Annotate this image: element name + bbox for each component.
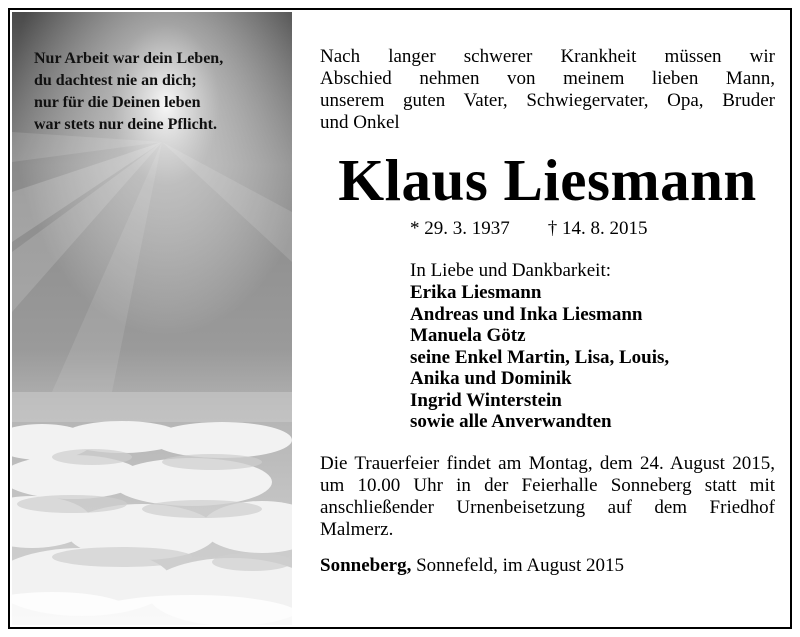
mourner: sowie alle Anverwandten xyxy=(410,411,612,432)
intro-line: Nach langer schwerer Krankheit müssen wir xyxy=(320,46,775,67)
obituary-frame xyxy=(8,8,792,629)
poem-line: Nur Arbeit war dein Leben, xyxy=(34,50,224,67)
notice-text xyxy=(320,46,775,577)
sky-clouds-image xyxy=(12,12,292,625)
funeral-service-text: Die Trauerfeier findet am Montag, dem 24. August 2015, um 10.00 Uhr in der Feierhalle Sonneberg statt mit anschließender Urnenbeisetzung auf dem Friedhof Malmerz. xyxy=(320,452,775,540)
poem-line: nur für die Deinen leben xyxy=(34,94,201,111)
death-date: † 14. 8. 2015 xyxy=(547,218,648,239)
mourner: Manuela Götz xyxy=(410,325,526,346)
mourner: Ingrid Winterstein xyxy=(410,389,562,411)
place-rest: Sonnefeld, im August 2015 xyxy=(411,554,625,576)
deceased-name: Klaus Liesmann xyxy=(338,147,757,213)
life-dates xyxy=(320,218,775,240)
birth-date: * 29. 3. 1937 xyxy=(410,218,510,239)
mourners-block xyxy=(320,260,775,433)
intro-line: Abschied nehmen von meinem lieben Mann, xyxy=(320,68,775,89)
intro-paragraph xyxy=(320,46,775,134)
poem-line: du dachtest nie an dich; xyxy=(34,72,197,89)
mourning-heading: In Liebe und Dankbarkeit: xyxy=(410,260,612,281)
mourner: seine Enkel Martin, Lisa, Louis, xyxy=(410,346,670,368)
mourners-list xyxy=(410,282,775,433)
poem-line: war stets nur deine Pflicht. xyxy=(34,116,217,133)
intro-line: und Onkel xyxy=(320,112,400,133)
mourner: Anika und Dominik xyxy=(410,368,572,389)
mourner: Erika Liesmann xyxy=(410,282,542,303)
mourner: Andreas und Inka Liesmann xyxy=(410,303,643,325)
place-bold: Sonneberg, xyxy=(320,554,412,576)
intro-line: unserem guten Vater, Schwiegervater, Opa, Bruder xyxy=(320,90,775,111)
poem xyxy=(34,48,284,136)
place-and-date xyxy=(320,555,775,577)
